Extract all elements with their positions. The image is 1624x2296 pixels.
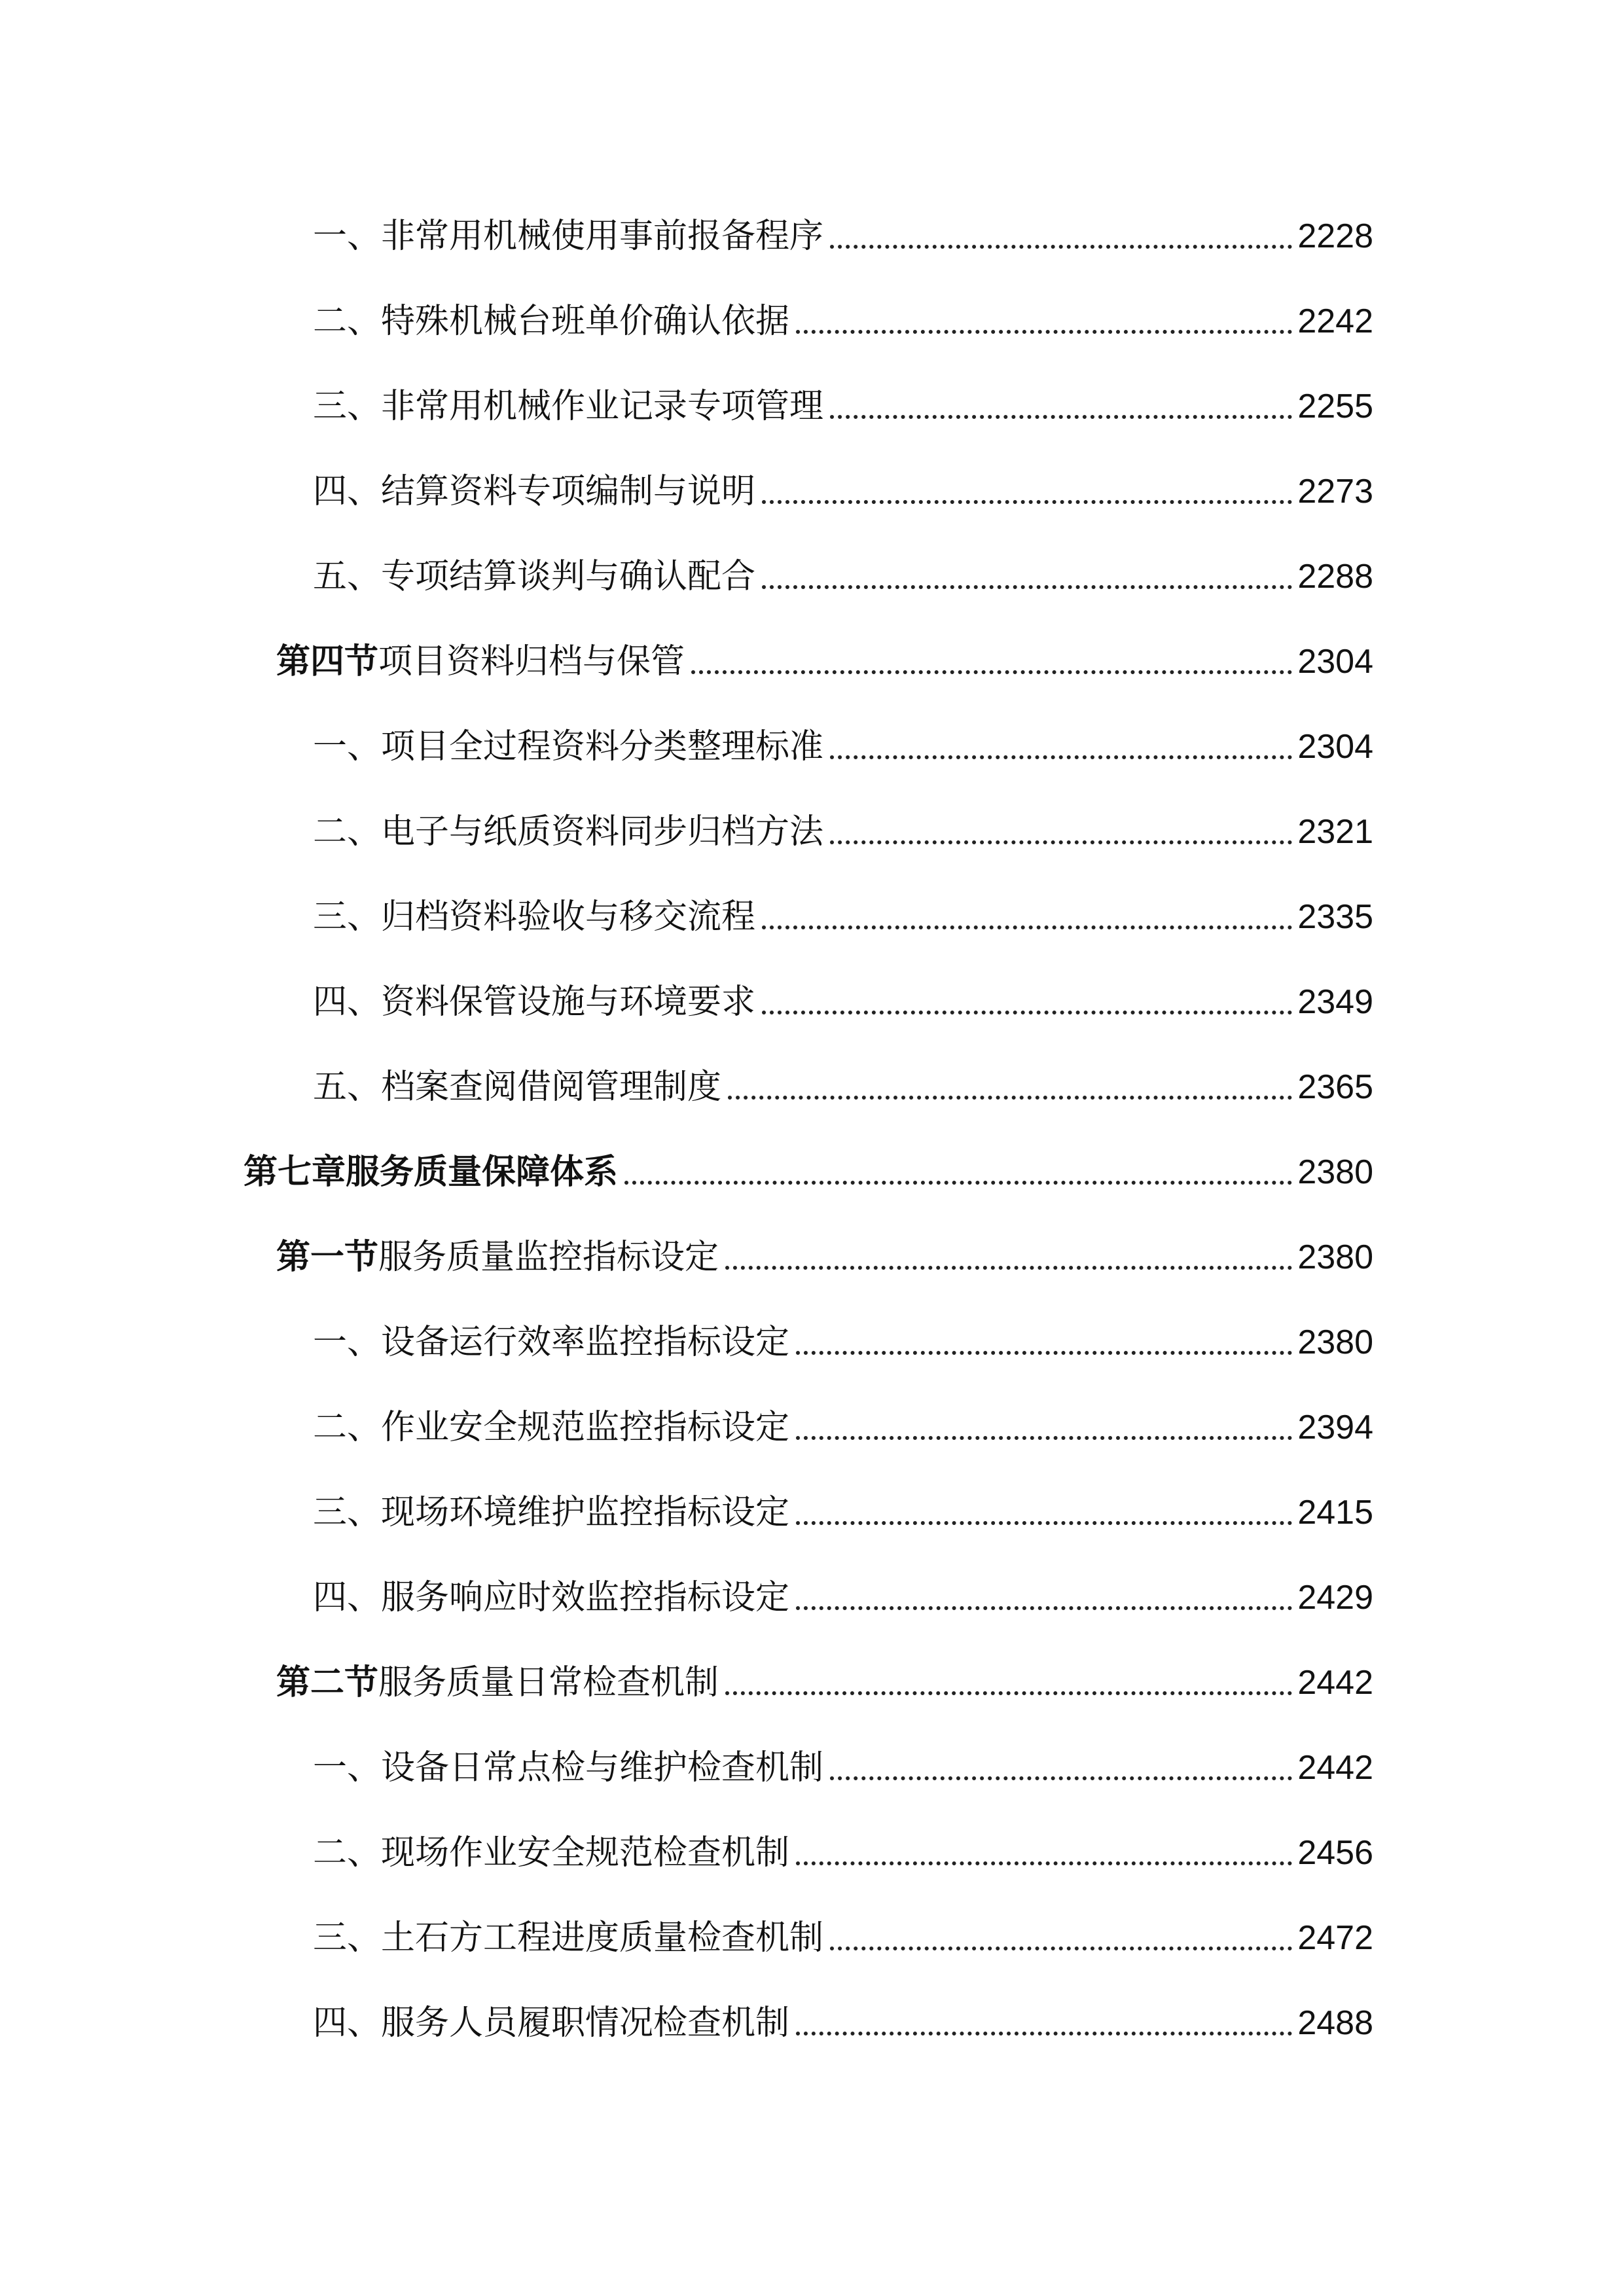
toc-entry-title: 二、作业安全规范监控指标设定: [313, 1408, 790, 1447]
toc-entry[interactable]: [313, 809, 1373, 855]
toc-page-number: 2255: [1297, 387, 1373, 425]
toc-entry-title: 四、服务响应时效监控指标设定: [313, 1578, 790, 1617]
dot-leader: [796, 2031, 1292, 2036]
toc-page-number: 2394: [1297, 1408, 1373, 1446]
toc-entry-title: 五、档案查阅借阅管理制度: [313, 1067, 722, 1107]
section-number: 第四节: [276, 642, 379, 681]
dot-leader: [691, 670, 1292, 674]
toc-page-number: 2429: [1297, 1579, 1373, 1617]
toc-entry-title: 二、特殊机械台班单价确认依据: [313, 302, 790, 341]
toc-entry-title: 三、归档资料验收与移交流程: [313, 897, 756, 937]
dot-leader: [830, 244, 1292, 249]
toc-entry[interactable]: [313, 2000, 1373, 2046]
dot-leader: [830, 1946, 1292, 1950]
toc-page-number: 2442: [1297, 1664, 1373, 1702]
section-number: 第二节: [276, 1663, 379, 1702]
dot-leader: [796, 1605, 1292, 1610]
dot-leader: [830, 1776, 1292, 1780]
toc-entry[interactable]: [313, 1319, 1373, 1365]
dot-leader: [725, 1691, 1292, 1695]
toc-entry[interactable]: [313, 213, 1373, 259]
toc-entry[interactable]: [313, 469, 1373, 514]
dot-leader: [762, 499, 1292, 504]
toc-section-entry[interactable]: [276, 1660, 1373, 1706]
toc-entry-title: [276, 1660, 719, 1706]
toc-page-number: 2304: [1297, 643, 1373, 681]
toc-page-number: 2472: [1297, 1919, 1373, 1957]
toc-entry[interactable]: [313, 979, 1373, 1025]
toc-page-number: 2304: [1297, 728, 1373, 766]
toc-page-number: 2321: [1297, 813, 1373, 851]
toc-entry-title: 二、现场作业安全规范检查机制: [313, 1833, 790, 1873]
toc-page-number: 2380: [1297, 1238, 1373, 1276]
toc-entry-title: 二、电子与纸质资料同步归档方法: [313, 812, 824, 852]
toc-entry[interactable]: [313, 384, 1373, 429]
section-title: 服务质量监控指标设定: [378, 1238, 719, 1277]
toc-entry[interactable]: [313, 298, 1373, 344]
toc-entry[interactable]: [313, 1745, 1373, 1791]
toc-page-number: 2380: [1297, 1323, 1373, 1361]
toc-entry-title: 五、专项结算谈判与确认配合: [313, 557, 756, 596]
toc-page-number: 2242: [1297, 302, 1373, 340]
dot-leader: [728, 1095, 1292, 1100]
toc-page-number: 2335: [1297, 898, 1373, 936]
toc-entry[interactable]: [313, 1915, 1373, 1961]
dot-leader: [796, 1350, 1292, 1355]
toc-page-number: 2288: [1297, 558, 1373, 596]
toc-chapter-entry[interactable]: [244, 1149, 1373, 1195]
toc-entry-title: 一、非常用机械使用事前报备程序: [313, 217, 824, 256]
toc-page-number: 2456: [1297, 1834, 1373, 1872]
dot-leader: [725, 1265, 1292, 1270]
toc-entry[interactable]: [313, 1064, 1373, 1110]
section-title: 项目资料归档与保管: [378, 642, 685, 681]
section-title: 服务质量日常检查机制: [378, 1663, 719, 1702]
toc-page-number: 2415: [1297, 1494, 1373, 1532]
toc-entry-title: 一、设备日常点检与维护检查机制: [313, 1748, 824, 1787]
dot-leader: [796, 1861, 1292, 1865]
chapter-title: 第七章服务质量保障体系: [244, 1153, 619, 1192]
dot-leader: [762, 584, 1292, 589]
dot-leader: [796, 1520, 1292, 1525]
toc-entry-title: 四、服务人员履职情况检查机制: [313, 2003, 790, 2043]
toc-entry-title: 四、资料保管设施与环境要求: [313, 982, 756, 1022]
toc-entry[interactable]: [313, 1575, 1373, 1621]
toc-entry[interactable]: [313, 1405, 1373, 1450]
dot-leader: [830, 755, 1292, 759]
toc-entry[interactable]: [313, 1490, 1373, 1535]
toc-page-number: 2349: [1297, 983, 1373, 1021]
dot-leader: [624, 1180, 1292, 1185]
toc-page-number: 2365: [1297, 1068, 1373, 1106]
dot-leader: [762, 1010, 1292, 1014]
toc-entry[interactable]: [313, 554, 1373, 600]
dot-leader: [762, 925, 1292, 929]
toc-page-number: 2488: [1297, 2004, 1373, 2042]
toc-entry-title: 一、设备运行效率监控指标设定: [313, 1323, 790, 1362]
toc-entry-title: 三、非常用机械作业记录专项管理: [313, 387, 824, 426]
section-number: 第一节: [276, 1238, 379, 1277]
toc-entry[interactable]: [313, 724, 1373, 770]
dot-leader: [830, 414, 1292, 419]
toc-entry-title: 三、土石方工程进度质量检查机制: [313, 1918, 824, 1958]
toc-section-entry[interactable]: [276, 639, 1373, 685]
dot-leader: [830, 840, 1292, 844]
dot-leader: [796, 1435, 1292, 1440]
dot-leader: [796, 329, 1292, 334]
toc-page-number: 2442: [1297, 1749, 1373, 1787]
toc-entry-title: 三、现场环境维护监控指标设定: [313, 1493, 790, 1532]
toc-entry-title: 四、结算资料专项编制与说明: [313, 472, 756, 511]
toc-entry-title: [276, 639, 685, 685]
toc-entry[interactable]: [313, 894, 1373, 940]
toc-page-number: 2228: [1297, 217, 1373, 255]
toc-page-number: 2273: [1297, 473, 1373, 511]
toc-entry-title: [276, 1234, 719, 1280]
toc-section-entry[interactable]: [276, 1234, 1373, 1280]
toc-page-number: 2380: [1297, 1153, 1373, 1191]
toc-entry-title: 一、项目全过程资料分类整理标准: [313, 727, 824, 766]
toc-entry[interactable]: [313, 1830, 1373, 1876]
